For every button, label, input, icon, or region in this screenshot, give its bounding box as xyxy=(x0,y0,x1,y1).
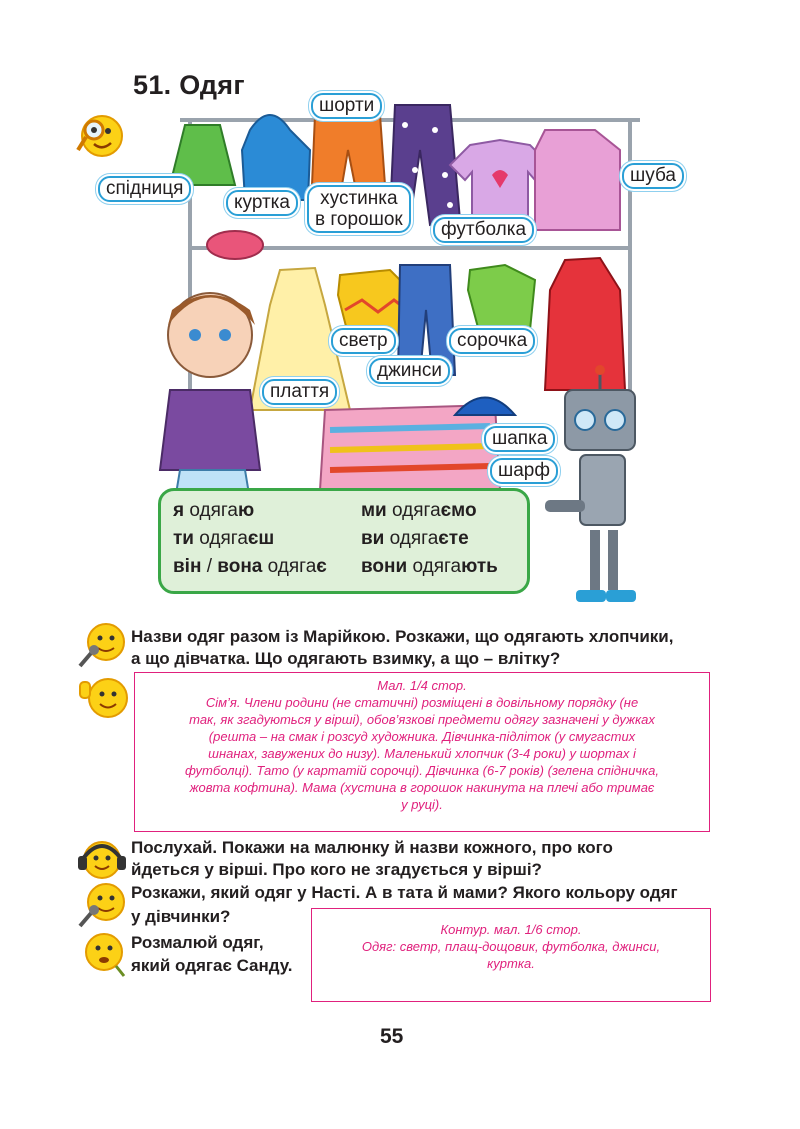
task-2-line-1: Послухай. Покажи на малюнку й назви кожного, про кого xyxy=(131,838,613,857)
note-1-line-4: (решта – на смак і розсуд художника. Дівчинка-підліток (у смугастих xyxy=(208,729,636,744)
conjugation-box xyxy=(158,488,530,594)
task-3-line-2: у дівчинки? xyxy=(131,907,231,926)
label-shorts: шорти xyxy=(311,93,382,119)
label-hat: шапка xyxy=(484,426,555,452)
note-1-line-3: так, як згадуються у вірші), обов’язкові предмети одягу зазначені у дужках xyxy=(189,712,655,727)
task-4-line-1: Розмалюй одяг, xyxy=(131,933,264,952)
pencil-smiley-icon xyxy=(76,930,128,980)
conj-row2-right: ви одягаєте xyxy=(361,528,469,549)
note-1-line-2: Сім’я. Члени родини (не статичні) розміщені в довільному порядку (не xyxy=(205,695,639,710)
note-2-line-2: Одяг: светр, плащ-дощовик, футболка, джинси, xyxy=(361,939,661,954)
note-1-line-5: шнанах, завужених до низу). Маленький хлопчик (3-4 роки) у шортах і xyxy=(208,746,636,761)
label-scarf: шарф xyxy=(490,458,558,484)
label-jeans: джинси xyxy=(369,358,450,384)
conj-row3-left: він / вона одягає xyxy=(173,556,327,577)
microphone-smiley-icon xyxy=(76,620,128,670)
conj-row3-right: вони одягають xyxy=(361,556,498,577)
task-1-line-2: а що дівчатка. Що одягають взимку, а що – влітку? xyxy=(131,649,561,668)
label-skirt: спідниця xyxy=(98,176,191,202)
illustration-note-1 xyxy=(134,672,710,832)
thumbs-up-smiley-icon xyxy=(76,674,130,722)
note-1-line-7: жовта кофтина). Мама (хустина в горошок накинута на плечі або тримає xyxy=(189,780,655,795)
page-title: 51. Одяг xyxy=(133,70,245,100)
label-kerchief-line1: хустинка xyxy=(320,188,398,209)
task-4-line-2: який одягає Санду. xyxy=(131,956,293,975)
microphone-smiley-icon-2 xyxy=(76,880,128,930)
magnifier-smiley-icon xyxy=(72,110,128,160)
note-1-line-8: у руці). xyxy=(401,797,443,812)
headphones-smiley-icon xyxy=(76,836,128,882)
note-1-line-1: Мал. 1/4 стор. xyxy=(377,678,467,693)
label-shirt: сорочка xyxy=(449,328,535,354)
illustration-note-2 xyxy=(311,908,711,1002)
label-dress: плаття xyxy=(262,379,337,405)
label-fur-coat: шуба xyxy=(622,163,684,189)
label-kerchief-line2: в горошок xyxy=(315,209,403,230)
note-2-line-1: Контур. мал. 1/6 стор. xyxy=(440,922,582,937)
conj-row1-left: я одягаю xyxy=(173,500,255,521)
task-1-line-1: Назви одяг разом із Марійкою. Розкажи, що одягають хлопчики, xyxy=(131,627,674,646)
label-tshirt: футболка xyxy=(433,217,534,243)
task-2-line-2: йдеться у вірші. Про кого не згадується у вірші? xyxy=(131,860,542,879)
note-2-line-3: куртка. xyxy=(487,956,535,971)
conj-row2-left: ти одягаєш xyxy=(173,528,275,549)
task-3-line-1: Розкажи, який одяг у Насті. А в тата й мами? Якого кольору одяг xyxy=(131,883,678,902)
note-1-line-6: футболці). Тато (у картатій сорочці). Дівчинка (6-7 років) (зелена спідничка, xyxy=(184,763,660,778)
label-jacket: куртка xyxy=(226,190,298,216)
label-sweater: светр xyxy=(331,328,396,354)
page-number: 55 xyxy=(380,1025,404,1048)
conj-row1-right: ми одягаємо xyxy=(361,500,477,521)
label-kerchief xyxy=(307,185,411,233)
